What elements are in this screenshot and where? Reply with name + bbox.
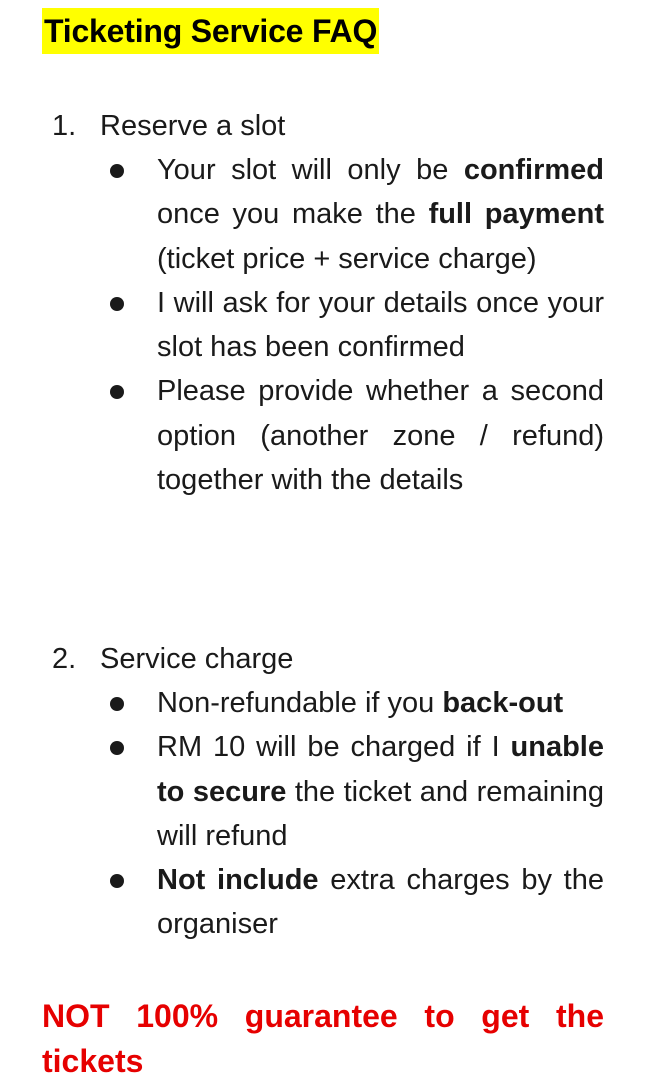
bold-text-run: back-out [442,687,564,719]
bold-text-run: confirmed [463,154,604,186]
bullet-list [52,148,604,502]
text-run: Your slot will only be [157,154,464,186]
title-highlight [42,8,379,54]
section-title: Service charge [100,643,294,675]
bullet-item [52,858,604,947]
bullet-item [52,281,604,370]
text-run: once you make the [157,198,429,231]
text-run: (ticket price + service charge) [157,242,537,275]
text-run: RM 10 will be charged if I [157,731,511,764]
bullet-text [157,731,604,852]
text-run: I will ask for your details once your slot has been confirmed [157,286,604,364]
faq-section-reserve-slot [52,104,604,502]
section-title: Reserve a slot [100,110,286,142]
section-heading [52,104,604,148]
bold-text-run: unable to secure [157,731,604,808]
text-run: the ticket and remaining will refund [157,775,604,852]
bold-text-run: Not include [157,864,319,897]
section-heading [52,637,604,681]
bullet-text [157,864,604,940]
bold-text-run: full payment [428,198,604,231]
text-run: extra charges by the organiser [157,864,604,941]
section-number: 2. [52,643,77,675]
bullet-item [52,725,604,858]
page-title: Ticketing Service FAQ [44,12,378,49]
bullet-text [157,687,563,719]
faq-section-service-charge [52,637,604,947]
bullet-dot-icon [110,297,124,311]
bullet-text [157,375,604,496]
bullet-item [52,681,604,725]
bullet-text [157,287,604,363]
bullet-dot-icon [110,741,124,755]
guarantee-warning: NOT 100% guarantee to get the tickets [42,998,604,1079]
text-run: Non-refundable if you [157,687,443,719]
section-number: 1. [52,110,77,142]
bullet-text [157,154,604,275]
bullet-dot-icon [110,697,124,711]
bullet-list [52,681,604,947]
bullet-dot-icon [110,874,124,888]
bullet-dot-icon [110,385,124,399]
text-run: Please provide whether a second option (another zone / refund) together with the details [157,375,604,497]
bullet-item [52,148,604,281]
bullet-item [52,369,604,502]
bullet-dot-icon [110,164,124,178]
